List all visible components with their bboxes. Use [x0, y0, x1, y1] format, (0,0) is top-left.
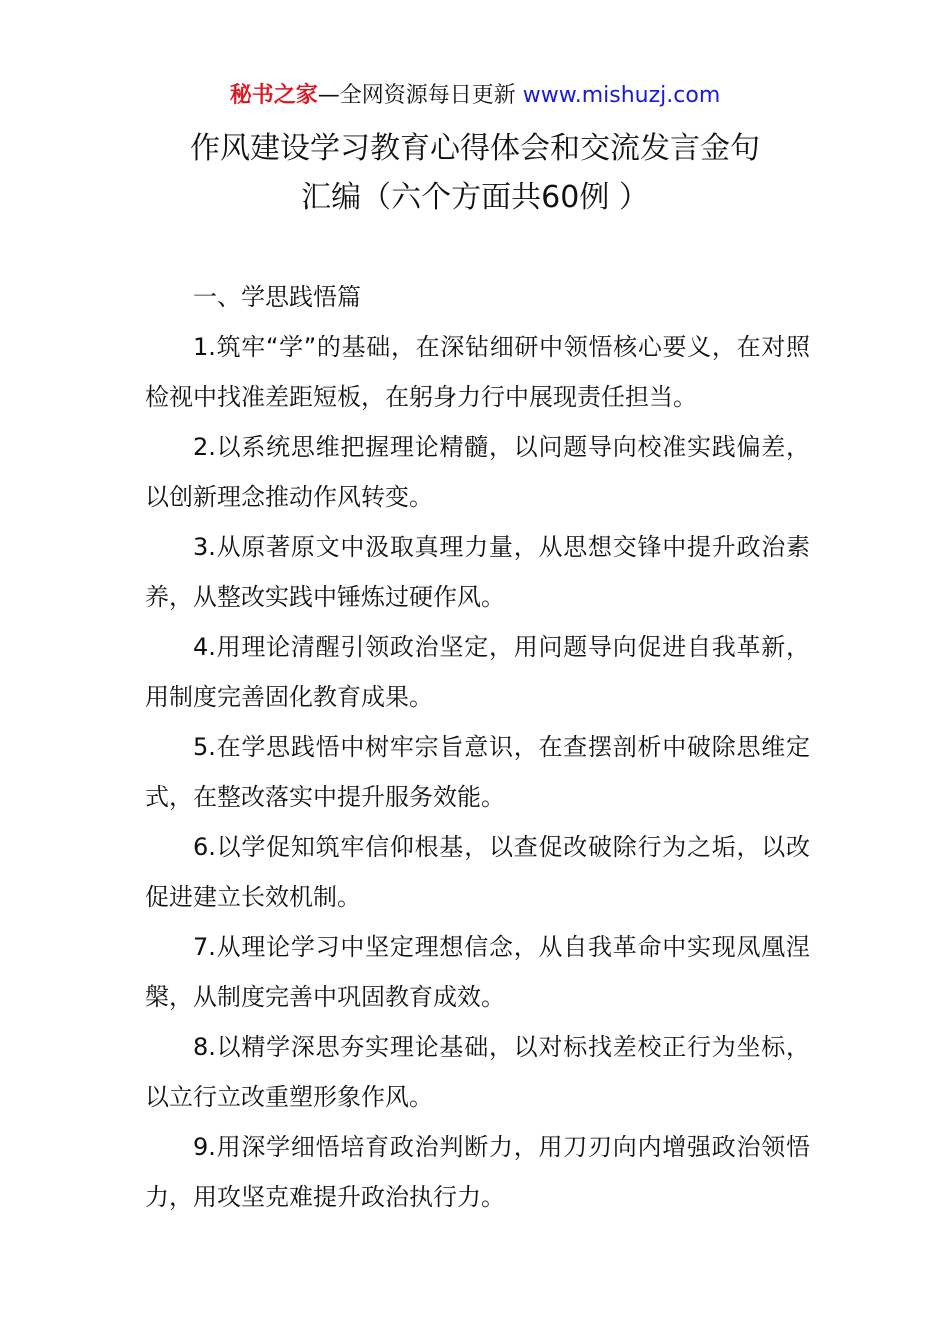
list-item: 3.从原著原文中汲取真理力量，从思想交锋中提升政治素养，从整改实践中锤炼过硬作风。 — [145, 533, 810, 611]
list-item: 2.以系统思维把握理论精髓，以问题导向校准实践偏差，以创新理念推动作风转变。 — [145, 433, 810, 511]
section-heading: 一、学思践悟篇 — [193, 283, 361, 311]
document-title-line-1: 作风建设学习教育心得体会和交流发言金句 — [190, 131, 760, 166]
document-title-line-2: 汇编（六个方面共60例 ） — [301, 180, 649, 215]
site-url-link[interactable]: www.mishuzj.com — [522, 83, 721, 108]
site-header — [0, 80, 950, 112]
list-item: 4.用理论清醒引领政治坚定，用问题导向促进自我革新，用制度完善固化教育成果。 — [145, 633, 810, 711]
list-item: 5.在学思践悟中树牢宗旨意识，在查摆剖析中破除思维定式，在整改落实中提升服务效能。 — [145, 733, 810, 811]
brand-name: 秘书之家 — [229, 83, 318, 108]
list-item: 1.筑牢“学”的基础，在深钻细研中领悟核心要义，在对照检视中找准差距短板，在躬身力行中展现责任担当。 — [145, 333, 810, 411]
list-item: 9.用深学细悟培育政治判断力，用刀刃向内增强政治领悟力，用攻坚克难提升政治执行力。 — [145, 1133, 810, 1211]
header-tagline: —全网资源每日更新 — [317, 83, 516, 108]
list-item: 8.以精学深思夯实理论基础，以对标找差校正行为坐标，以立行立改重塑形象作风。 — [145, 1033, 810, 1111]
document-body — [145, 272, 810, 1222]
list-item: 6.以学促知筑牢信仰根基，以查促改破除行为之垢，以改促进建立长效机制。 — [145, 833, 810, 911]
list-item: 7.从理论学习中坚定理想信念，从自我革命中实现凤凰涅槃，从制度完善中巩固教育成效。 — [145, 933, 810, 1011]
